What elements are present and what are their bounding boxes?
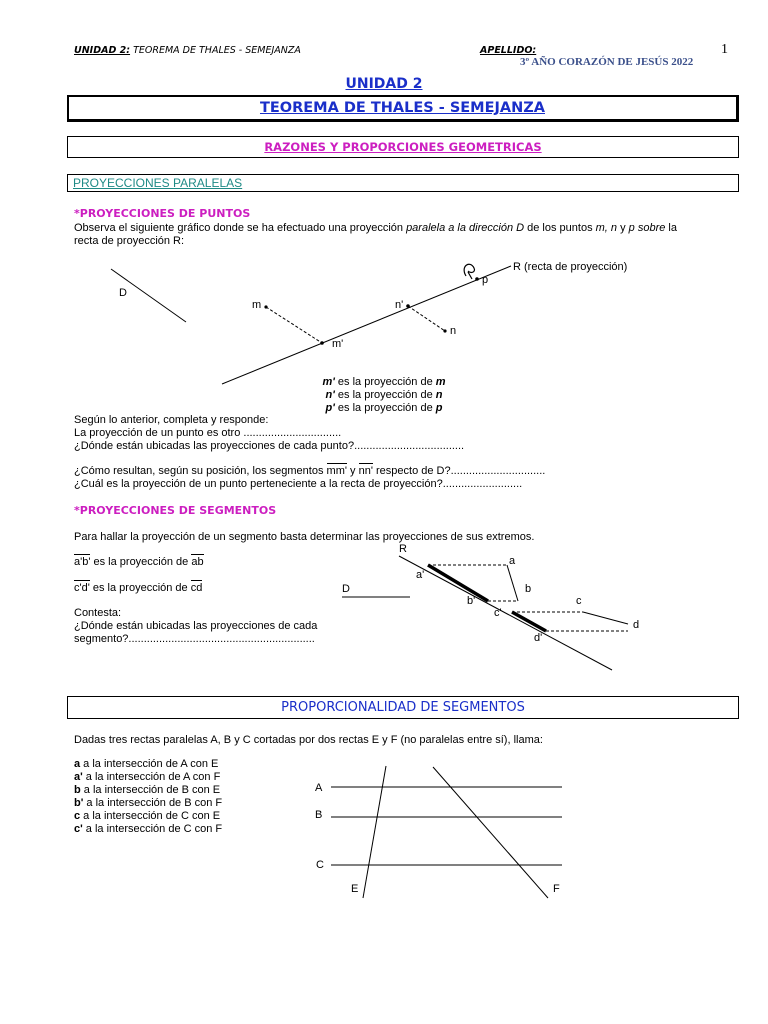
item-key: a' (74, 771, 83, 783)
label-c: c (576, 595, 582, 607)
label-m: m (252, 299, 262, 311)
segment-text: es la proyección de (89, 582, 191, 594)
label-d: d (633, 619, 640, 631)
item-key: c (74, 810, 81, 822)
intro-text: y (617, 222, 629, 234)
transversal-E (363, 766, 386, 898)
label-n: n (450, 325, 457, 337)
label-C: C (316, 859, 324, 871)
label-R: R (recta de proyección) (513, 261, 628, 273)
item-key: a (74, 758, 81, 770)
header-unit-label: UNIDAD 2: (74, 45, 131, 56)
item-key: b' (74, 797, 84, 809)
item-text: a la intersección de C con E (80, 810, 221, 822)
proyecciones-title: PROYECCIONES PARALELAS (73, 176, 243, 190)
statement-text: es la proyección de (334, 376, 436, 388)
intro-text: la (665, 222, 677, 234)
segment-cd: cd (190, 582, 203, 594)
segmentos-q1: ¿Dónde están ubicadas las proyecciones de cada (74, 620, 318, 632)
label-D: D (119, 287, 127, 299)
segment-text: es la proyección de (90, 556, 192, 568)
label-D: D (342, 583, 350, 595)
item-text: a la intersección de A con E (80, 758, 219, 770)
item-text: a la intersección de B con E (80, 784, 221, 796)
puntos-heading: *PROYECCIONES DE PUNTOS (74, 207, 251, 220)
puntos-q2: ¿Dónde están ubicadas las proyecciones de cada punto?.................................... (74, 440, 465, 452)
item-key: b (74, 784, 81, 796)
label-p: p (482, 274, 489, 286)
intro-text: Observa el siguiente gráfico donde se ha efectuado una proyección (74, 222, 407, 234)
segment-c-d-prime: c'd' (74, 582, 90, 594)
segment-mm: mm' (326, 465, 347, 477)
q3-text: y (346, 465, 359, 477)
q3-text: ¿Cómo resultan, según su posición, los segmentos (74, 465, 327, 477)
label-E: E (351, 883, 359, 895)
label-b-prime: b' (467, 595, 476, 607)
contesta-label: Contesta: (74, 607, 122, 619)
statement-term: n (435, 389, 443, 401)
item-text: a la intersección de A con F (82, 771, 221, 783)
proporcionalidad-title: PROPORCIONALIDAD DE SEGMENTOS (281, 700, 525, 715)
statement-term: m (435, 376, 446, 388)
apellido-label: APELLIDO: (480, 45, 537, 56)
segment-nn: nn' (358, 465, 373, 477)
statement-text: es la proyección de (334, 402, 436, 414)
label-a-prime: a' (416, 569, 425, 581)
item-text: a la intersección de B con F (83, 797, 223, 809)
header-course: 3º AÑO CORAZÓN DE JESÚS 2022 (520, 56, 694, 68)
item-key: c' (74, 823, 83, 835)
segment-a-b-prime: a'b' (74, 556, 91, 568)
intro-text: paralela a la dirección D (406, 222, 525, 234)
q3-text: respecto de D?............................... (372, 465, 546, 477)
puntos-q-intro: Según lo anterior, completa y responde: (74, 414, 269, 426)
statement-term: n' (325, 389, 335, 401)
intro-text: recta de proyección R: (74, 235, 185, 247)
statement-term: m' (322, 376, 335, 388)
proporcionalidad-intro: Dadas tres rectas paralelas A, B y C cortadas por dos rectas E y F (no paralelas entre sí), llama: (74, 734, 543, 746)
intro-text: m, n (595, 222, 618, 234)
statement-term: p' (325, 402, 335, 414)
label-n-prime: n' (395, 299, 404, 311)
segmentos-heading: *PROYECCIONES DE SEGMENTOS (74, 504, 277, 517)
puntos-q4: ¿Cuál es la proyección de un punto perteneciente a la recta de proyección?.......................... (74, 478, 523, 490)
segment-ab: ab (191, 556, 204, 568)
page-number: 1 (721, 42, 728, 57)
statement-term: p (435, 402, 443, 414)
segmentos-intro: Para hallar la proyección de un segmento basta determinar las proyecciones de sus extremos. (74, 531, 535, 543)
label-B: B (315, 809, 323, 821)
label-d-prime: d' (534, 632, 543, 644)
header-unit-title: TEOREMA DE THALES - SEMEJANZA (130, 45, 301, 56)
intro-text: p sobre (628, 222, 666, 234)
razones-title: RAZONES Y PROPORCIONES GEOMETRICAS (264, 140, 542, 154)
item-text: a la intersección de C con F (82, 823, 223, 835)
main-title: TEOREMA DE THALES - SEMEJANZA (259, 100, 545, 116)
intro-text: de los puntos (524, 222, 596, 234)
label-R: R (399, 543, 407, 555)
label-m-prime: m' (332, 338, 344, 350)
statement-text: es la proyección de (334, 389, 436, 401)
label-a: a (509, 555, 516, 567)
label-b: b (525, 583, 532, 595)
segmentos-q2: segmento?............................................................. (74, 633, 315, 645)
label-F: F (553, 883, 560, 895)
label-A: A (315, 782, 323, 794)
unit-title: UNIDAD 2 (345, 76, 423, 92)
label-c-prime: c' (494, 607, 502, 619)
puntos-q1: La proyección de un punto es otro ................................ (74, 427, 342, 439)
